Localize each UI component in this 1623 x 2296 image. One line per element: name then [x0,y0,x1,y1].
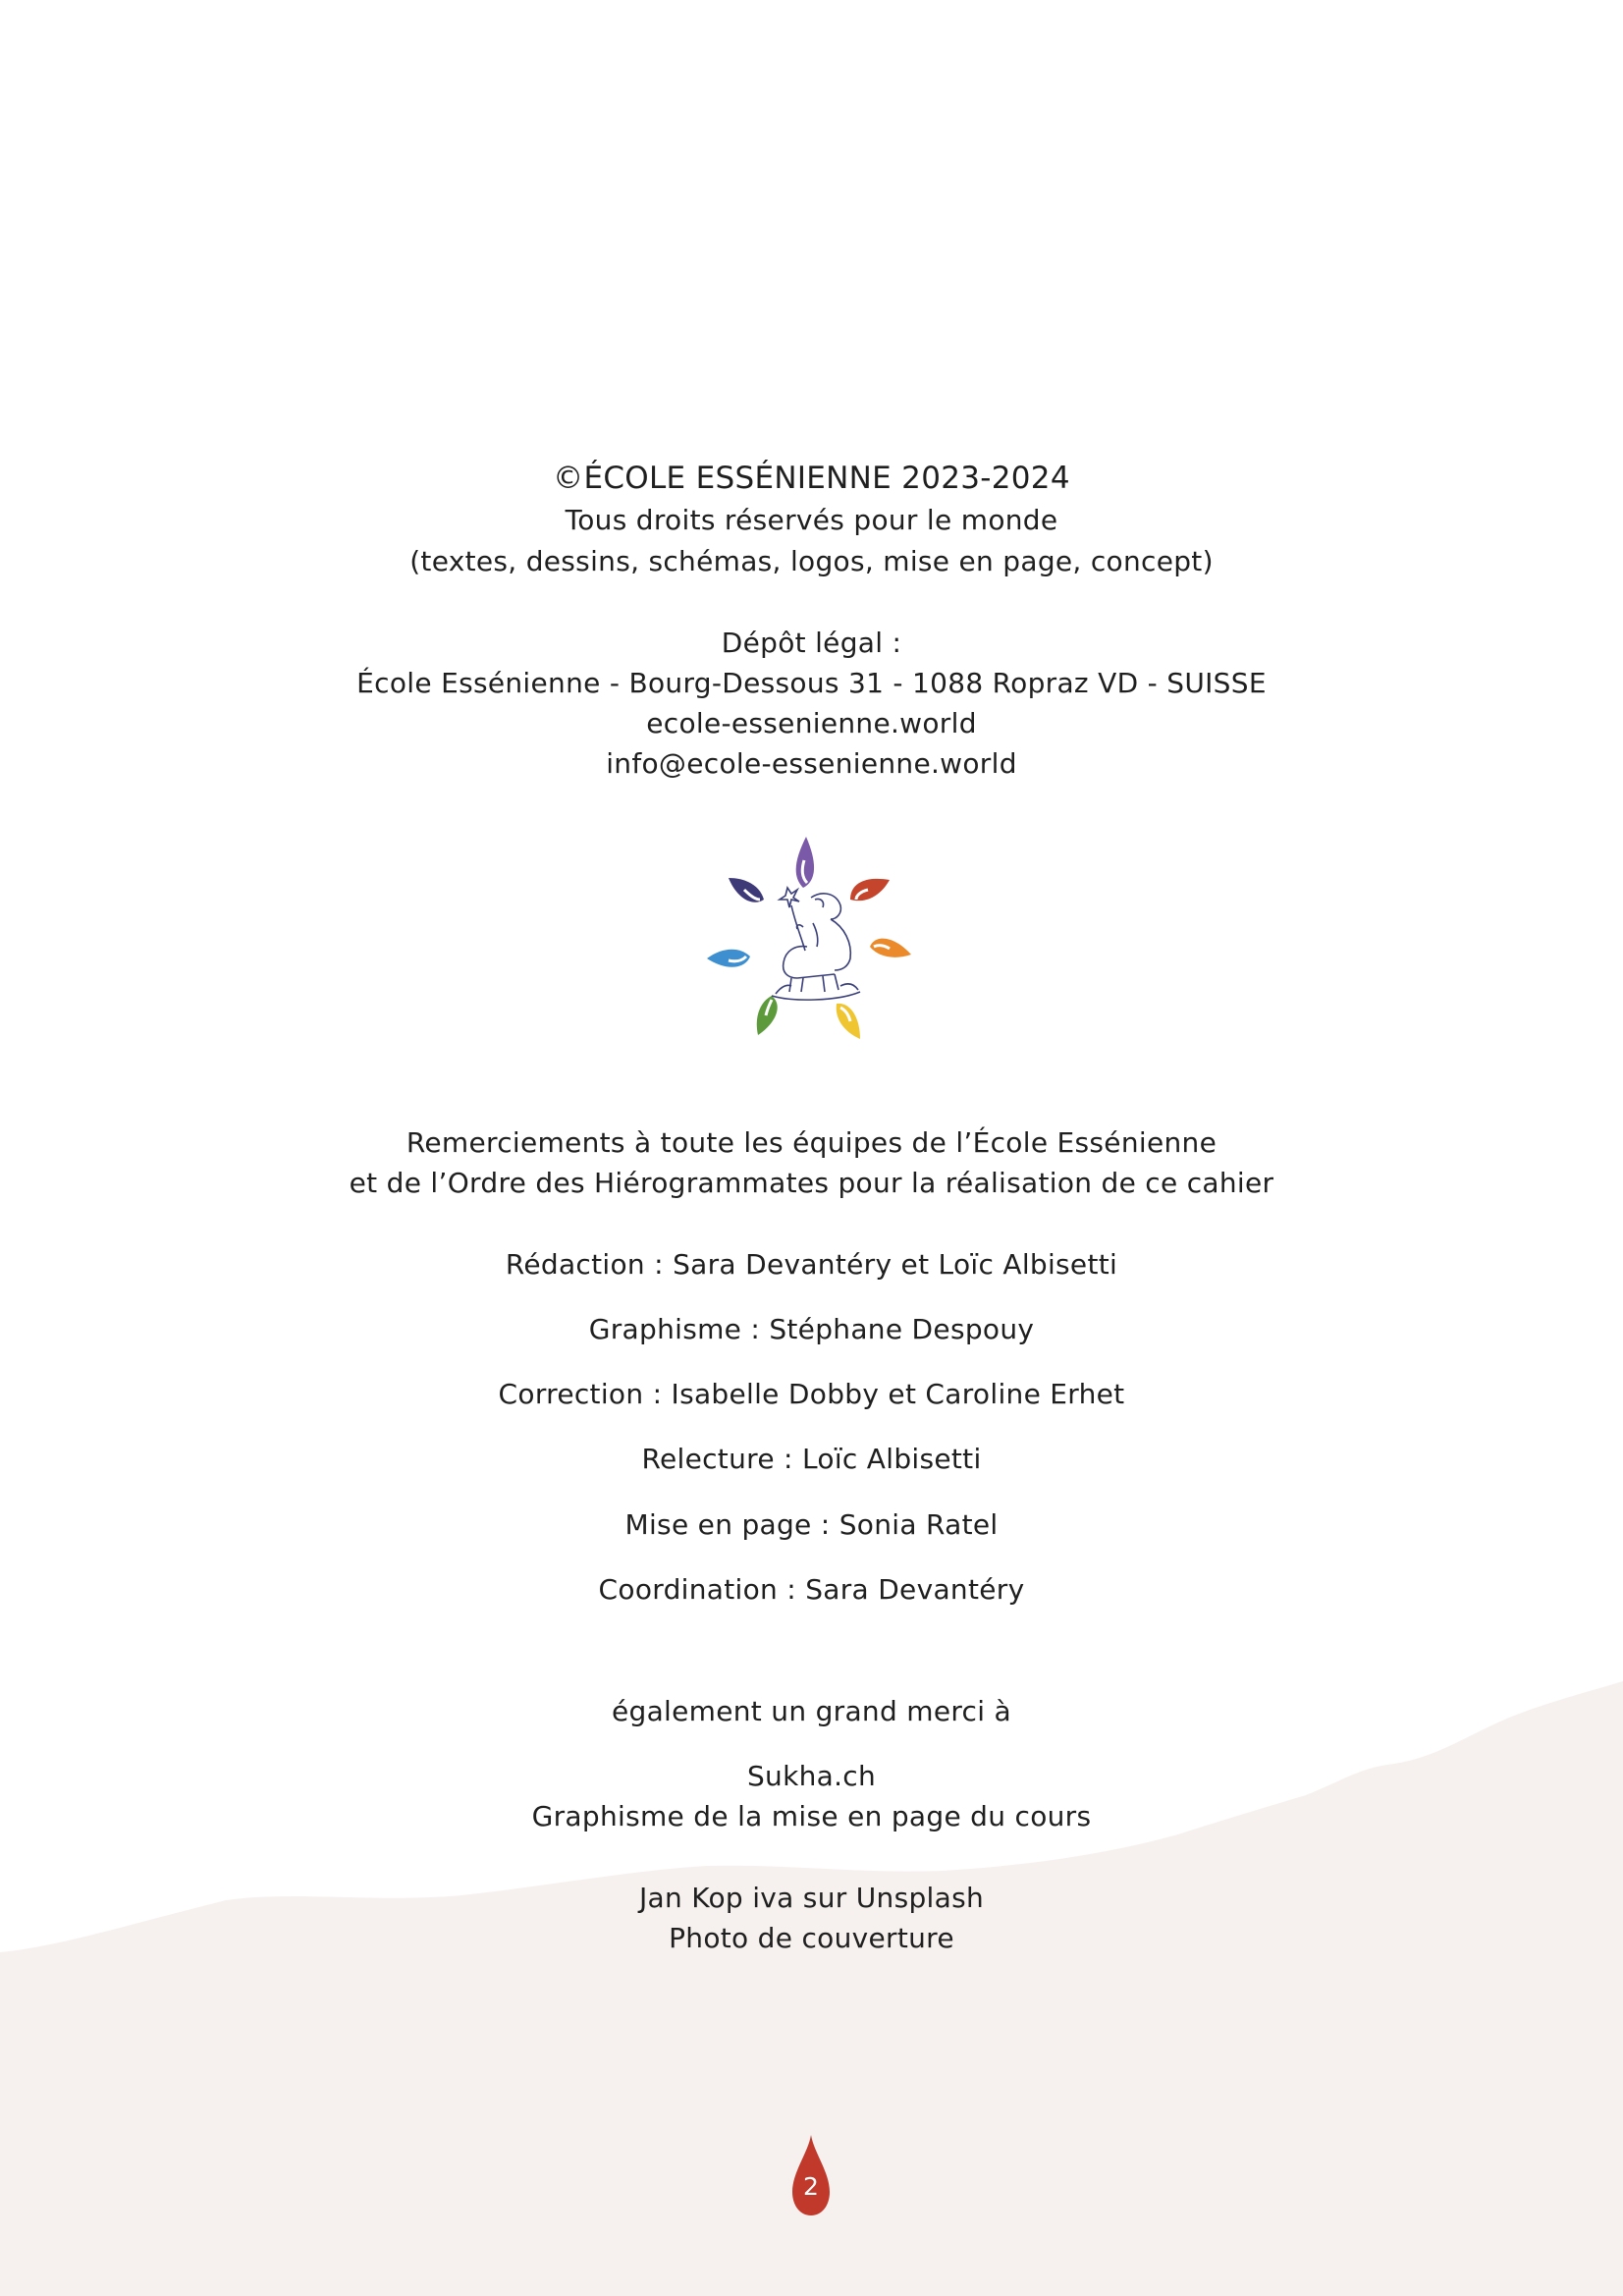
website-text: ecole-essenienne.world [646,707,977,739]
flame-orange-icon [870,939,911,957]
photo-role: Photo de couverture [669,1922,954,1954]
rights-scope: (textes, dessins, schémas, logos, mise en page, concept) [409,545,1214,577]
copyright-title: ©ÉCOLE ESSÉNIENNE 2023-2024 [553,461,1070,496]
sukha-role: Graphisme de la mise en page du cours [531,1800,1092,1832]
photo-credit: Jan Kop iva sur Unsplash [638,1882,985,1914]
page-number: 2 [803,2172,819,2201]
flame-indigo-icon [729,878,764,902]
extra-thanks-intro: également un grand merci à [612,1695,1011,1727]
lamb-icon [772,888,860,1000]
credit-graphisme: Graphisme : Stéphane Despouy [588,1313,1035,1345]
legal-deposit-label: Dépôt légal : [721,627,902,659]
flame-red-icon [850,879,890,901]
credit-relecture: Relecture : Loïc Albisetti [641,1443,982,1475]
rights-statement: Tous droits réservés pour le monde [565,504,1058,536]
flame-blue-icon [707,950,750,967]
legal-address: École Essénienne - Bourg-Dessous 31 - 1088 Ropraz VD - SUISSE [356,667,1267,699]
credit-correction: Correction : Isabelle Dobby et Caroline Erhet [498,1378,1125,1410]
credit-mise-en-page: Mise en page : Sonia Ratel [624,1508,999,1541]
credit-coordination: Coordination : Sara Devantéry [598,1573,1025,1606]
credit-redaction: Rédaction : Sara Devantéry et Loïc Albisetti [505,1248,1118,1281]
lamb-with-seven-flames-emblem [693,829,929,1049]
flame-purple-icon [796,837,814,888]
flame-yellow-icon [837,1004,860,1039]
thanks-line-1: Remerciements à toute les équipes de l’École Essénienne [406,1126,1217,1159]
sukha-name: Sukha.ch [746,1760,877,1792]
email-text: info@ecole-essenienne.world [606,747,1017,780]
flame-green-icon [757,996,778,1035]
thanks-line-2: et de l’Ordre des Hiérogrammates pour la réalisation de ce cahier [349,1167,1274,1199]
